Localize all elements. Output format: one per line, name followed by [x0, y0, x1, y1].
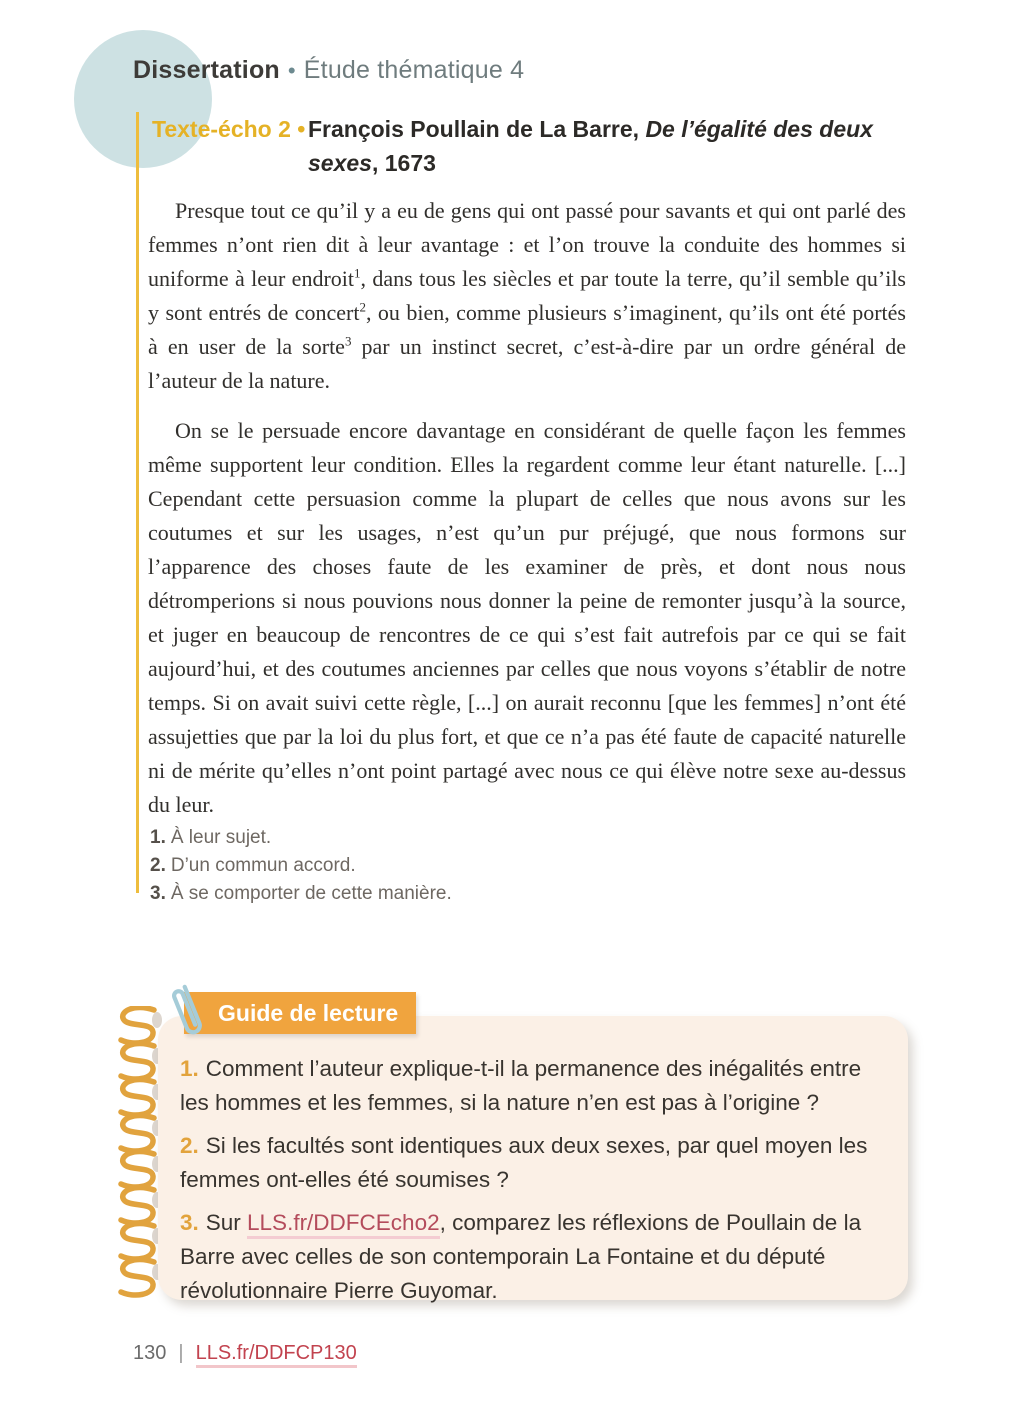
question-number: 3.	[180, 1210, 199, 1235]
footer-link[interactable]: LLS.fr/DDFCP130	[196, 1342, 357, 1368]
footnote-text: D’un commun accord.	[170, 855, 356, 876]
footnote-reference: 3	[344, 333, 352, 349]
excerpt-text	[148, 194, 906, 838]
excerpt-paragraph-2: On se le persuade encore davantage en considérant de quelle façon les femmes même supportent leur condition. Elles la regardent comme leur étant naturelle. [...] Cependant cette persuasion comme la plupart de celles que nous avons sur les coutumes et sur les usages, n’est qu’un pur préjugé, que nous formons sur l’apparence des choses faute de les examiner de près, et dont nous nous détromperions si nous pouvions nous donner la peine de remonter jusqu’à la source, et juger en beaucoup de rencontres de ce qui s’est fait autrefois par ce qui se fait aujourd’hui, et des coutumes anciennes par celles que nous voyons s’établir de notre temps. Si on avait suivi cette règle, [...] on aurait reconnu [que les femmes] n’ont été assujetties que par la loi du plus fort, et que ce n’a pas été faute de capacité naturelle ni de mérite qu’elles n’ont point partagé avec nous ce qui élève notre sexe au-dessus du leur.	[148, 418, 906, 817]
excerpt-paragraph-1: Presque tout ce qu’il y a eu de gens qui ont passé pour savants et qui ont parlé des femmes n’ont rien dit à leur avantage : et l’on trouve la conduite des hommes si uniforme à leur endroit$^1$, dans tous les siècles et par toute la terre, qu’il semble qu’ils y sont entrés de concert$^2$, ou bien, comme plusieurs s’imaginent, qu’ils ont été portés à en user de la sorte$^3$ par un instinct secret, c’est-à-dire par un ordre général de l’auteur de la nature.	[148, 198, 906, 393]
header-bullet-icon: •	[287, 58, 296, 83]
texte-echo-heading	[152, 112, 914, 180]
guide-question-3	[180, 1206, 886, 1308]
question-text: Si les facultés sont identiques aux deux sexes, par quel moyen les femmes ont-elles été soumises ?	[180, 1133, 868, 1192]
page-footer	[133, 1342, 357, 1365]
guide-question-1	[180, 1052, 886, 1120]
footnote-number: 2.	[150, 855, 166, 876]
footnote-text: À se comporter de cette manière.	[170, 883, 452, 904]
footnote-reference: 2	[359, 299, 366, 315]
texte-echo-label: Texte-écho 2 •	[152, 116, 306, 142]
page-number: 130	[133, 1342, 167, 1364]
question-number: 1.	[180, 1056, 199, 1081]
guide-de-lecture-box	[158, 1000, 908, 1303]
paperclip-icon	[157, 975, 219, 1051]
footnotes-list	[150, 824, 452, 908]
guide-question-2	[180, 1129, 886, 1197]
page-header	[133, 56, 524, 85]
question-text: Comment l’auteur explique-t-il la permanence des inégalités entre les hommes et les femmes, si la nature n’en est pas à l’origine ?	[180, 1056, 862, 1115]
question-number: 2.	[180, 1133, 199, 1158]
footnote-item-1	[150, 824, 452, 852]
footnote-number: 1.	[150, 827, 166, 848]
texte-echo-work-title: François Poullain de La Barre, De l’égalité des deux sexes, 1673	[308, 116, 873, 176]
footnote-item-2	[150, 852, 452, 880]
guide-questions	[180, 1052, 886, 1317]
footnote-number: 3.	[150, 883, 166, 904]
footnote-text: À leur sujet.	[170, 827, 272, 848]
question-text: Sur LLS.fr/DDFCEcho2, comparez les réflexions de Poullain de la Barre avec celles de son contemporain La Fontaine et du député révolutionnaire Pierre Guyomar.	[180, 1210, 862, 1303]
footer-separator: |	[178, 1342, 184, 1364]
footnote-reference: 1	[354, 265, 361, 281]
header-subtitle: Étude thématique 4	[303, 56, 525, 84]
inline-link[interactable]: LLS.fr/DDFCEcho2	[247, 1210, 440, 1239]
guide-label	[184, 992, 416, 1034]
yellow-rule	[136, 112, 139, 893]
guide-label-text: Guide de lecture	[218, 1000, 399, 1026]
footnote-item-3	[150, 880, 452, 908]
header-title: Dissertation	[133, 56, 280, 84]
